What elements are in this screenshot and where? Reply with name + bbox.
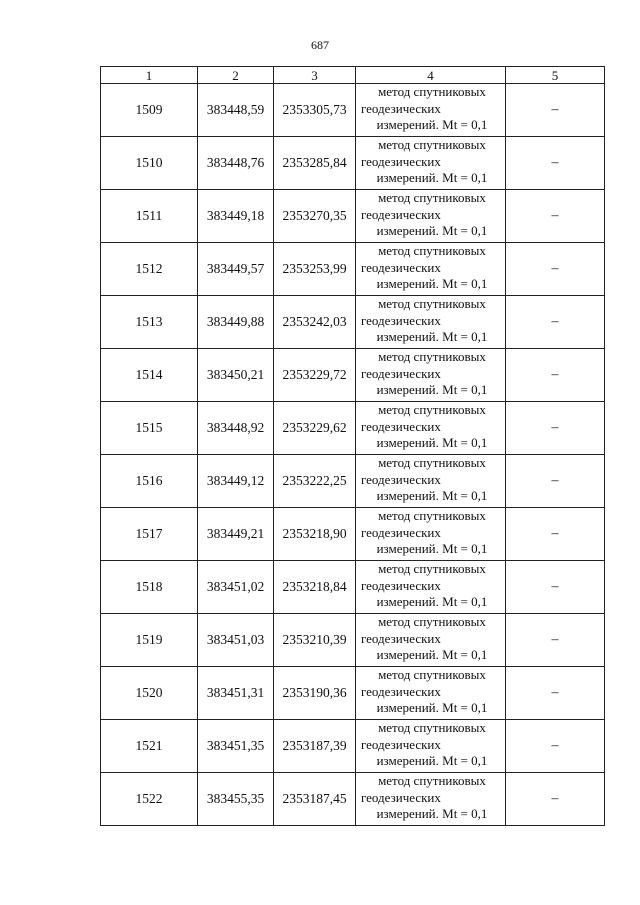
method-line: метод спутниковых (378, 720, 486, 735)
note-cell: – (506, 243, 605, 296)
note-cell: – (506, 773, 605, 826)
method-line: метод спутниковых (378, 402, 486, 417)
x-coordinate-cell: 383451,02 (198, 561, 274, 614)
y-coordinate-cell: 2353253,99 (274, 243, 356, 296)
y-coordinate-cell: 2353187,45 (274, 773, 356, 826)
x-coordinate-cell: 383449,88 (198, 296, 274, 349)
note-cell: – (506, 614, 605, 667)
method-cell (356, 402, 506, 455)
x-coordinate-cell: 383451,03 (198, 614, 274, 667)
table-row (101, 296, 605, 349)
y-coordinate-cell: 2353305,73 (274, 84, 356, 137)
note-cell: – (506, 508, 605, 561)
method-line: измерений. Mt = 0,1 (376, 117, 488, 132)
method-line: метод спутниковых (378, 667, 486, 682)
method-cell (356, 720, 506, 773)
method-line: геодезических (361, 736, 441, 752)
point-number-cell: 1520 (101, 667, 198, 720)
x-coordinate-cell: 383448,76 (198, 137, 274, 190)
table-row (101, 349, 605, 402)
column-header-note: 5 (506, 67, 605, 84)
method-line: метод спутниковых (378, 349, 486, 364)
y-coordinate-cell: 2353222,25 (274, 455, 356, 508)
x-coordinate-cell: 383448,92 (198, 402, 274, 455)
x-coordinate-cell: 383449,57 (198, 243, 274, 296)
y-coordinate-cell: 2353229,62 (274, 402, 356, 455)
table-row (101, 455, 605, 508)
method-line: геодезических (361, 418, 441, 434)
y-coordinate-cell: 2353218,90 (274, 508, 356, 561)
x-coordinate-cell: 383449,21 (198, 508, 274, 561)
column-header-y: 3 (274, 67, 356, 84)
method-line: геодезических (361, 789, 441, 805)
method-cell (356, 296, 506, 349)
note-cell: – (506, 455, 605, 508)
method-line: измерений. Mt = 0,1 (376, 170, 488, 185)
column-header-method: 4 (356, 67, 506, 84)
y-coordinate-cell: 2353210,39 (274, 614, 356, 667)
method-line: геодезических (361, 365, 441, 381)
y-coordinate-cell: 2353270,35 (274, 190, 356, 243)
point-number-cell: 1516 (101, 455, 198, 508)
method-line: измерений. Mt = 0,1 (376, 700, 488, 715)
method-line: измерений. Mt = 0,1 (376, 806, 488, 821)
method-line: метод спутниковых (378, 561, 486, 576)
note-cell: – (506, 296, 605, 349)
note-cell: – (506, 137, 605, 190)
note-cell: – (506, 720, 605, 773)
point-number-cell: 1518 (101, 561, 198, 614)
table-row (101, 614, 605, 667)
point-number-cell: 1517 (101, 508, 198, 561)
method-line: геодезических (361, 206, 441, 222)
method-cell (356, 137, 506, 190)
method-line: геодезических (361, 524, 441, 540)
point-number-cell: 1522 (101, 773, 198, 826)
column-header-x: 2 (198, 67, 274, 84)
point-number-cell: 1510 (101, 137, 198, 190)
table-row (101, 243, 605, 296)
note-cell: – (506, 561, 605, 614)
method-line: измерений. Mt = 0,1 (376, 329, 488, 344)
method-line: метод спутниковых (378, 773, 486, 788)
method-line: измерений. Mt = 0,1 (376, 276, 488, 291)
method-line: геодезических (361, 577, 441, 593)
x-coordinate-cell: 383451,31 (198, 667, 274, 720)
table-row (101, 667, 605, 720)
table-row (101, 508, 605, 561)
method-line: измерений. Mt = 0,1 (376, 435, 488, 450)
point-number-cell: 1519 (101, 614, 198, 667)
note-cell: – (506, 84, 605, 137)
table-row (101, 402, 605, 455)
method-line: измерений. Mt = 0,1 (376, 382, 488, 397)
table-row (101, 561, 605, 614)
y-coordinate-cell: 2353218,84 (274, 561, 356, 614)
method-cell (356, 508, 506, 561)
point-number-cell: 1512 (101, 243, 198, 296)
method-line: метод спутниковых (378, 137, 486, 152)
method-line: метод спутниковых (378, 508, 486, 523)
table-row (101, 137, 605, 190)
method-line: геодезических (361, 312, 441, 328)
note-cell: – (506, 402, 605, 455)
method-line: метод спутниковых (378, 296, 486, 311)
method-line: измерений. Mt = 0,1 (376, 223, 488, 238)
table-row (101, 190, 605, 243)
method-line: метод спутниковых (378, 614, 486, 629)
point-number-cell: 1511 (101, 190, 198, 243)
x-coordinate-cell: 383449,18 (198, 190, 274, 243)
method-line: геодезических (361, 471, 441, 487)
table-row (101, 773, 605, 826)
method-cell (356, 84, 506, 137)
table-body (101, 84, 605, 826)
column-header-number: 1 (101, 67, 198, 84)
method-cell (356, 667, 506, 720)
y-coordinate-cell: 2353285,84 (274, 137, 356, 190)
method-line: метод спутниковых (378, 190, 486, 205)
x-coordinate-cell: 383455,35 (198, 773, 274, 826)
point-number-cell: 1514 (101, 349, 198, 402)
method-line: геодезических (361, 259, 441, 275)
note-cell: – (506, 667, 605, 720)
method-line: измерений. Mt = 0,1 (376, 541, 488, 556)
method-cell (356, 455, 506, 508)
method-line: геодезических (361, 630, 441, 646)
note-cell: – (506, 349, 605, 402)
table-header-row (101, 67, 605, 84)
table-row (101, 84, 605, 137)
method-line: измерений. Mt = 0,1 (376, 647, 488, 662)
note-cell: – (506, 190, 605, 243)
coordinates-table (100, 66, 605, 826)
method-cell (356, 349, 506, 402)
method-line: метод спутниковых (378, 84, 486, 99)
x-coordinate-cell: 383451,35 (198, 720, 274, 773)
x-coordinate-cell: 383449,12 (198, 455, 274, 508)
y-coordinate-cell: 2353190,36 (274, 667, 356, 720)
table-row (101, 720, 605, 773)
method-cell (356, 190, 506, 243)
method-line: метод спутниковых (378, 243, 486, 258)
y-coordinate-cell: 2353229,72 (274, 349, 356, 402)
point-number-cell: 1513 (101, 296, 198, 349)
method-line: геодезических (361, 153, 441, 169)
method-cell (356, 614, 506, 667)
method-line: измерений. Mt = 0,1 (376, 753, 488, 768)
method-cell (356, 561, 506, 614)
method-line: измерений. Mt = 0,1 (376, 488, 488, 503)
point-number-cell: 1521 (101, 720, 198, 773)
point-number-cell: 1509 (101, 84, 198, 137)
method-cell (356, 773, 506, 826)
x-coordinate-cell: 383448,59 (198, 84, 274, 137)
method-line: геодезических (361, 683, 441, 699)
page-number: 687 (311, 38, 329, 52)
method-line: измерений. Mt = 0,1 (376, 594, 488, 609)
x-coordinate-cell: 383450,21 (198, 349, 274, 402)
method-line: геодезических (361, 100, 441, 116)
y-coordinate-cell: 2353242,03 (274, 296, 356, 349)
method-cell (356, 243, 506, 296)
y-coordinate-cell: 2353187,39 (274, 720, 356, 773)
method-line: метод спутниковых (378, 455, 486, 470)
point-number-cell: 1515 (101, 402, 198, 455)
